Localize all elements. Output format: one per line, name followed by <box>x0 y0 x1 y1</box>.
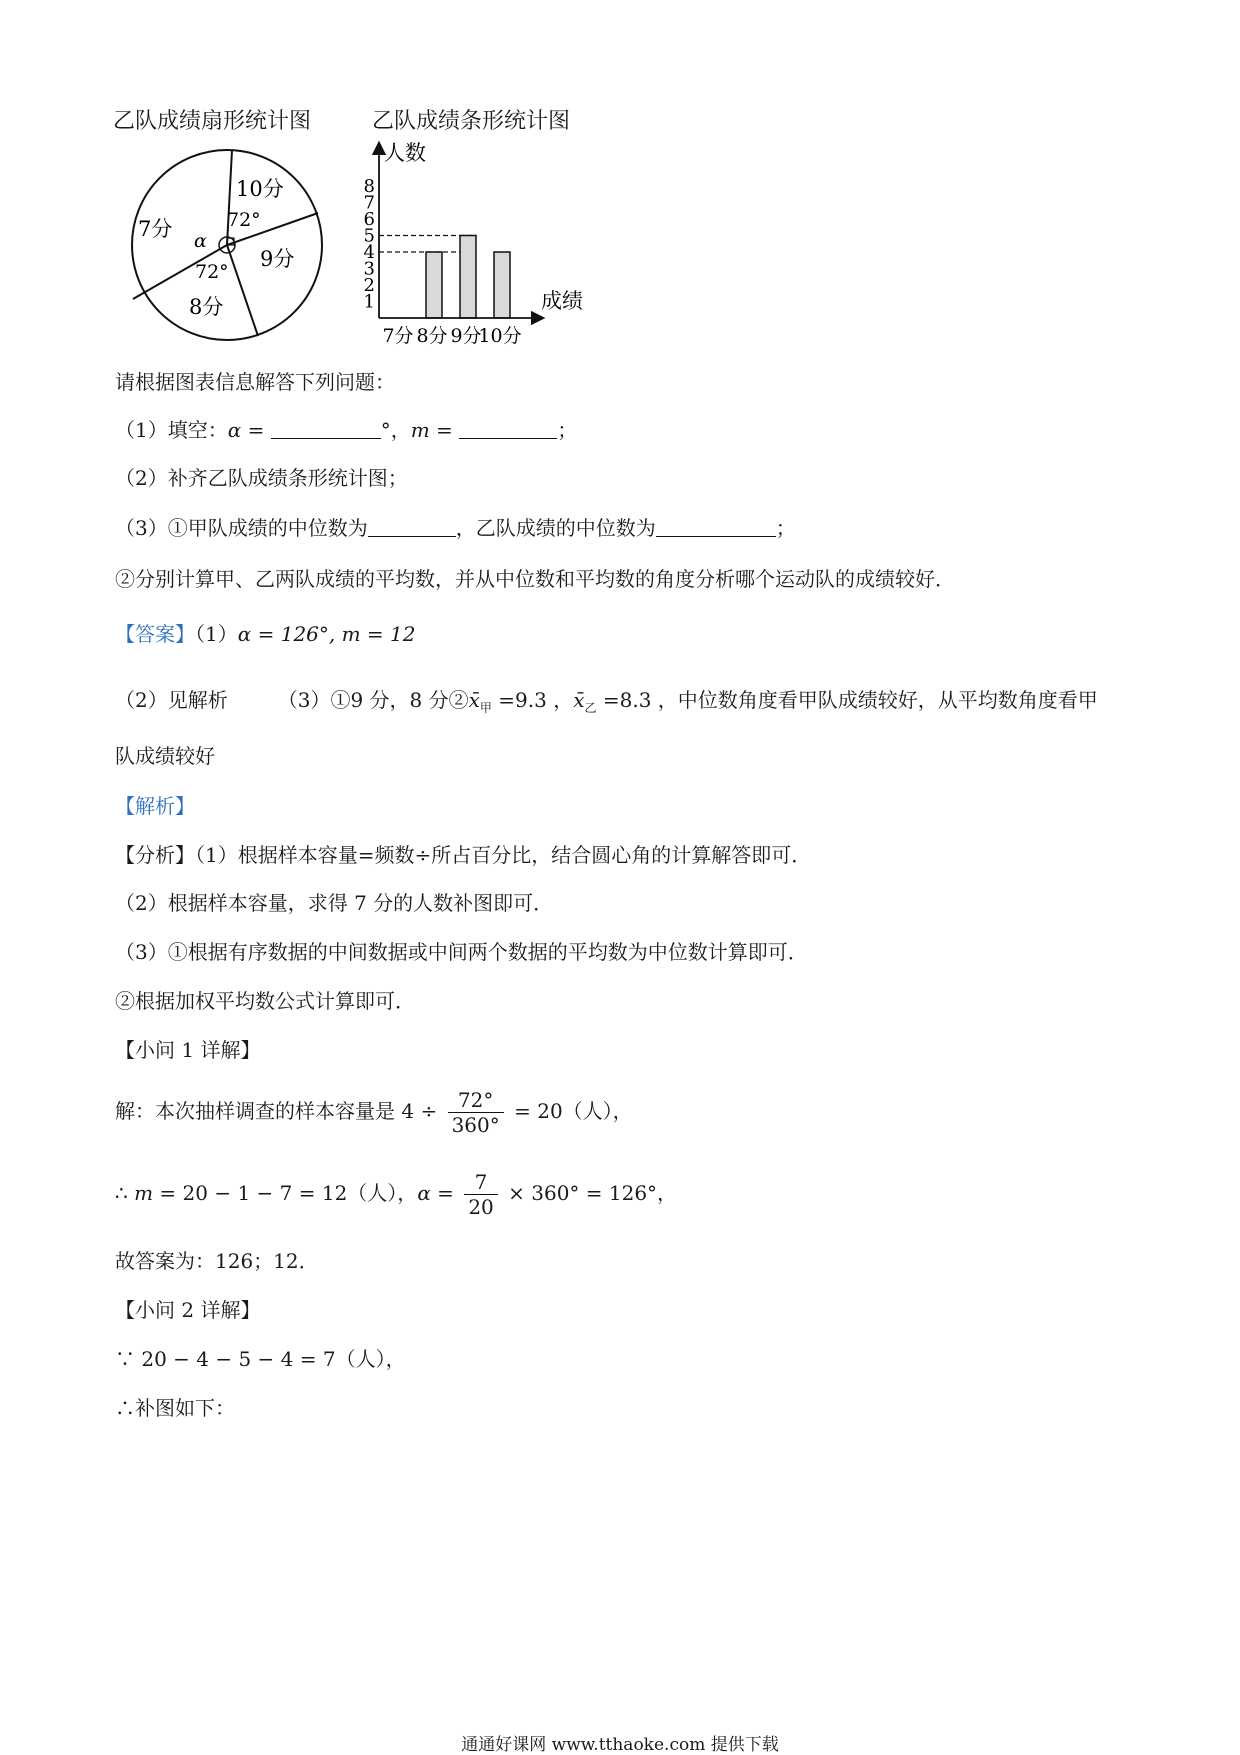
y-tick-label: 1 <box>363 291 375 313</box>
sol2-prefix: ∴ <box>115 1181 135 1205</box>
answer-line-3: 队成绩较好 <box>115 744 215 768</box>
fenxi-line-3: （3）①根据有序数据的中间数据或中间两个数据的平均数为中位数计算即可． <box>115 940 808 964</box>
q1-eq2: = <box>429 418 460 442</box>
q3-blank-jia[interactable] <box>368 536 456 537</box>
q1-m: m <box>410 418 430 442</box>
q3-mid: ，乙队成绩的中位数为 <box>455 516 656 540</box>
q3-end: ； <box>775 516 796 540</box>
fraction-72-360 <box>448 1088 504 1137</box>
x-tick-label: 8分 <box>416 325 448 347</box>
subquestion-2-heading: 【小问 2 详解】 <box>115 1298 261 1322</box>
y-tick-label: 5 <box>363 225 375 247</box>
sol2-eq: = <box>430 1181 461 1205</box>
solution-line-4: ∵ 20 − 4 − 5 − 4 = 7（人）， <box>115 1347 406 1371</box>
y-tick-label: 3 <box>363 258 375 280</box>
bar <box>494 252 510 318</box>
x-tick-label: 9分 <box>450 325 482 347</box>
question-1 <box>115 414 577 443</box>
fraction-denominator: 360° <box>451 1113 500 1137</box>
mean-jia-symbol: x̄ <box>468 688 480 712</box>
answer-part1: （1） <box>195 622 238 646</box>
question-2: （2）补齐乙队成绩条形统计图； <box>115 466 408 490</box>
q1-blank-alpha[interactable] <box>271 438 381 439</box>
solution-line-2 <box>115 1170 677 1219</box>
solution-line-1 <box>115 1088 633 1137</box>
mean-yi-value: =8.3 ，中位数角度看甲队成绩较好，从平均数角度看甲 <box>596 688 1098 712</box>
mean-yi-sub: 乙 <box>584 701 597 715</box>
x-axis-label: 成绩 <box>541 289 583 313</box>
subquestion-1-heading: 【小问 1 详解】 <box>115 1038 261 1062</box>
q1-eq: = <box>241 418 271 442</box>
bar <box>460 236 476 319</box>
q1-blank-m[interactable] <box>459 438 557 439</box>
pie-label-10: 10分 <box>236 177 284 201</box>
answer-line-1 <box>115 618 416 647</box>
fraction-numerator: 72° <box>448 1088 504 1113</box>
q1-prefix: （1）填空： <box>115 418 228 442</box>
pie-angle-top: 72° <box>227 209 261 231</box>
x-tick-label: 7分 <box>382 325 414 347</box>
bar-chart-title: 乙队成绩条形统计图 <box>372 109 571 134</box>
sol2-m: m <box>134 1181 154 1205</box>
y-tick-label: 7 <box>363 192 375 214</box>
y-tick-label: 4 <box>363 242 375 263</box>
sol2-expr: = 20 − 1 − 7 = 12（人）， <box>153 1181 418 1205</box>
answer-2a: （2）见解析 <box>115 688 228 712</box>
question-3 <box>115 512 796 541</box>
y-tick-label: 6 <box>363 209 375 230</box>
pie-chart <box>120 138 335 353</box>
q1-end: ； <box>557 418 578 442</box>
pie-alpha-label: α <box>194 230 207 252</box>
answer-2b: （3）①9 分，8 分② <box>277 688 469 712</box>
pie-label-7: 7分 <box>138 217 173 241</box>
answer-line-2 <box>115 684 1098 716</box>
q3-prefix: （3）①甲队成绩的中位数为 <box>115 516 368 540</box>
fenxi-line-2: （2）根据样本容量，求得 7 分的人数补图即可． <box>115 891 554 915</box>
fenxi-text: （1）根据样本容量=频数÷所占百分比，结合圆心角的计算解答即可． <box>195 843 812 867</box>
sol2-suffix: × 360° = 126°， <box>501 1181 678 1205</box>
answer-expr: α = 126°, m = 12 <box>237 622 416 646</box>
y-tick-label: 8 <box>363 176 375 197</box>
bar <box>426 252 442 318</box>
bar-chart <box>340 138 610 353</box>
mean-yi-symbol: x̄ <box>573 688 585 712</box>
fraction-numerator: 7 <box>464 1170 497 1195</box>
y-tick-label: 2 <box>363 275 375 296</box>
sol1-suffix: = 20（人）， <box>507 1099 633 1123</box>
solution-line-5: ∴补图如下： <box>115 1396 235 1420</box>
question-intro: 请根据图表信息解答下列问题： <box>115 370 395 394</box>
q1-deg: °， <box>380 418 411 442</box>
solution-line-3: 故答案为：126；12． <box>115 1249 319 1273</box>
q3-blank-yi[interactable] <box>656 536 776 537</box>
mean-jia-sub: 甲 <box>479 701 492 715</box>
pie-chart-title: 乙队成绩扇形统计图 <box>113 109 312 134</box>
q1-alpha: α <box>227 418 242 442</box>
fraction-denominator: 20 <box>468 1195 494 1219</box>
footer-watermark: 通通好课网 www.tthaoke.com 提供下载 <box>461 1735 779 1755</box>
question-3b: ②分别计算甲、乙两队成绩的平均数，并从中位数和平均数的角度分析哪个运动队的成绩较好． <box>115 567 955 591</box>
x-tick-label: 10分 <box>478 325 522 347</box>
analysis-tag: 【解析】 <box>115 794 195 818</box>
pie-label-8: 8分 <box>189 295 224 319</box>
y-axis-label: 人数 <box>384 141 426 165</box>
fenxi-line-4: ②根据加权平均数公式计算即可． <box>115 989 415 1013</box>
fenxi-line-1 <box>115 839 811 868</box>
pie-angle-bottom: 72° <box>195 261 229 283</box>
pie-divider-bottom <box>227 245 258 336</box>
answer-tag: 【答案】 <box>115 622 195 646</box>
mean-jia-value: =9.3 ， <box>491 688 574 712</box>
sol1-prefix: 解：本次抽样调查的样本容量是 4 ÷ <box>115 1099 444 1123</box>
fenxi-tag: 【分析】 <box>115 843 195 867</box>
fraction-7-20 <box>464 1170 497 1219</box>
pie-label-9: 9分 <box>260 247 295 271</box>
sol2-alpha: α <box>417 1181 431 1205</box>
